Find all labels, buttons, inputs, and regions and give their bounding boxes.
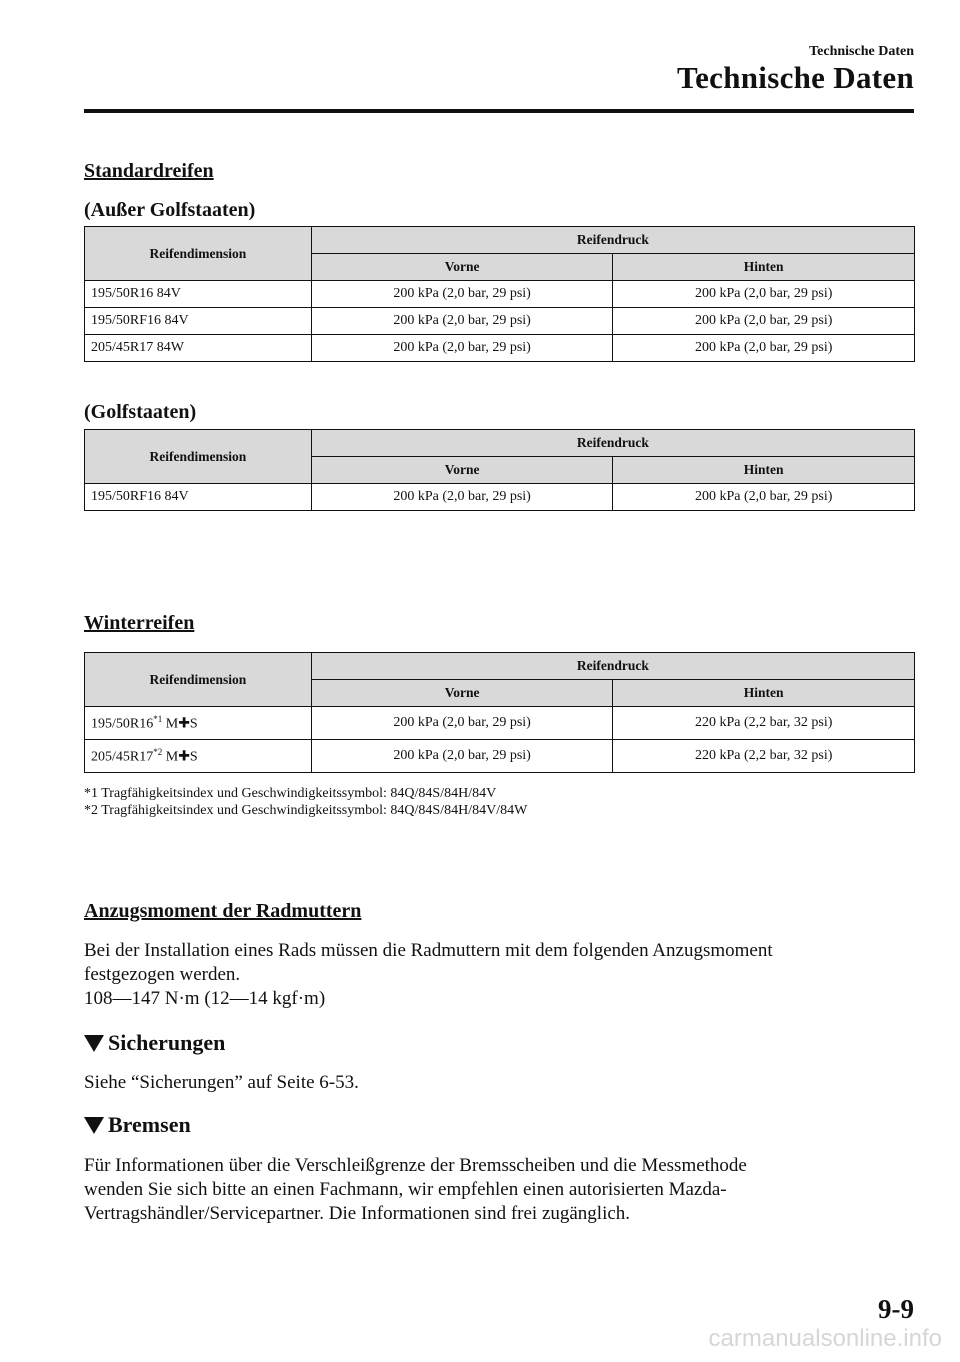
col-dimension-header: Reifendimension	[85, 653, 312, 707]
ms-m: M	[165, 716, 179, 732]
col-front-header: Vorne	[311, 254, 613, 281]
footnote-ref: *2	[153, 746, 163, 757]
cell-rear: 200 kPa (2,0 bar, 29 psi)	[613, 308, 915, 335]
header-rule	[84, 109, 914, 113]
cell-dimension	[85, 740, 312, 773]
torque-line-2: festgezogen werden.	[84, 964, 241, 985]
cell-front: 200 kPa (2,0 bar, 29 psi)	[311, 707, 613, 740]
tire-size: 195/50R16	[91, 716, 154, 732]
cell-dimension: 205/45R17 84W	[85, 335, 312, 362]
col-dimension-header: Reifendimension	[85, 227, 312, 281]
mud-snow-plus-icon: ✚	[178, 715, 190, 732]
triangle-down-icon	[84, 1035, 104, 1052]
cell-front: 200 kPa (2,0 bar, 29 psi)	[311, 281, 613, 308]
torque-heading: Anzugsmoment der Radmuttern	[84, 900, 362, 922]
col-front-header: Vorne	[311, 457, 613, 484]
fuses-heading	[84, 1030, 225, 1056]
page-number: 9-9	[878, 1294, 914, 1324]
col-front-header: Vorne	[311, 680, 613, 707]
col-rear-header: Hinten	[613, 254, 915, 281]
brakes-line-3: Vertragshändler/Servicepartner. Die Informationen sind frei zugänglich.	[84, 1203, 631, 1224]
torque-line-1: Bei der Installation eines Rads müssen die Radmuttern mit dem folgenden Anzugsmoment	[84, 940, 773, 961]
footnote-1: *1 Tragfähigkeitsindex und Geschwindigkeitssymbol: 84Q/84S/84H/84V	[84, 786, 497, 801]
winter-tires-heading: Winterreifen	[84, 612, 195, 634]
cell-front: 200 kPa (2,0 bar, 29 psi)	[311, 484, 613, 511]
cell-front: 200 kPa (2,0 bar, 29 psi)	[311, 308, 613, 335]
cell-dimension: 195/50RF16 84V	[85, 484, 312, 511]
col-pressure-header: Reifendruck	[311, 227, 914, 254]
cell-rear: 220 kPa (2,2 bar, 32 psi)	[613, 707, 915, 740]
footnote-2: *2 Tragfähigkeitsindex und Geschwindigkeitssymbol: 84Q/84S/84H/84V/84W	[84, 803, 528, 818]
brakes-heading	[84, 1112, 191, 1138]
col-pressure-header: Reifendruck	[311, 653, 914, 680]
gulf-tire-table	[84, 429, 915, 511]
mud-snow-plus-icon: ✚	[178, 748, 190, 765]
table-row	[85, 308, 915, 335]
cell-dimension	[85, 707, 312, 740]
running-header: Technische Daten	[809, 44, 914, 59]
fuses-text: Siehe “Sicherungen” auf Seite 6-53.	[84, 1072, 359, 1093]
cell-front: 200 kPa (2,0 bar, 29 psi)	[311, 740, 613, 773]
cell-front: 200 kPa (2,0 bar, 29 psi)	[311, 335, 613, 362]
footnote-ref: *1	[153, 713, 163, 724]
ms-s: S	[189, 749, 198, 765]
torque-text	[84, 939, 924, 1011]
winter-tire-table	[84, 652, 915, 773]
col-rear-header: Hinten	[613, 457, 915, 484]
cell-rear: 200 kPa (2,0 bar, 29 psi)	[613, 335, 915, 362]
page-title: Technische Daten	[676, 60, 914, 95]
brakes-text	[84, 1154, 924, 1226]
fuses-title: Sicherungen	[108, 1030, 226, 1055]
watermark: carmanualsonline.info	[708, 1325, 942, 1352]
torque-value: 108—147 N·m (12—14 kgf·m)	[84, 988, 326, 1009]
gulf-heading: (Golfstaaten)	[84, 401, 197, 423]
cell-dimension: 195/50RF16 84V	[85, 308, 312, 335]
cell-rear: 220 kPa (2,2 bar, 32 psi)	[613, 740, 915, 773]
brakes-title: Bremsen	[108, 1112, 191, 1137]
table-row	[85, 281, 915, 308]
col-pressure-header: Reifendruck	[311, 430, 914, 457]
table-row	[85, 335, 915, 362]
tire-size: 205/45R17	[91, 749, 154, 765]
cell-rear: 200 kPa (2,0 bar, 29 psi)	[613, 281, 915, 308]
col-dimension-header: Reifendimension	[85, 430, 312, 484]
standard-tires-heading: Standardreifen	[84, 160, 214, 182]
brakes-line-1: Für Informationen über die Verschleißgrenze der Bremsscheiben und die Messmethode	[84, 1155, 747, 1176]
table-row	[85, 740, 915, 773]
cell-rear: 200 kPa (2,0 bar, 29 psi)	[613, 484, 915, 511]
ms-s: S	[189, 716, 198, 732]
cell-dimension: 195/50R16 84V	[85, 281, 312, 308]
table-row	[85, 484, 915, 511]
triangle-down-icon	[84, 1117, 104, 1134]
table-row	[85, 707, 915, 740]
ms-m: M	[165, 749, 179, 765]
standard-tire-table	[84, 226, 915, 362]
brakes-line-2: wenden Sie sich bitte an einen Fachmann, wir empfehlen einen autorisierten Mazda-	[84, 1179, 727, 1200]
non-gulf-heading: (Außer Golfstaaten)	[84, 199, 256, 221]
col-rear-header: Hinten	[613, 680, 915, 707]
